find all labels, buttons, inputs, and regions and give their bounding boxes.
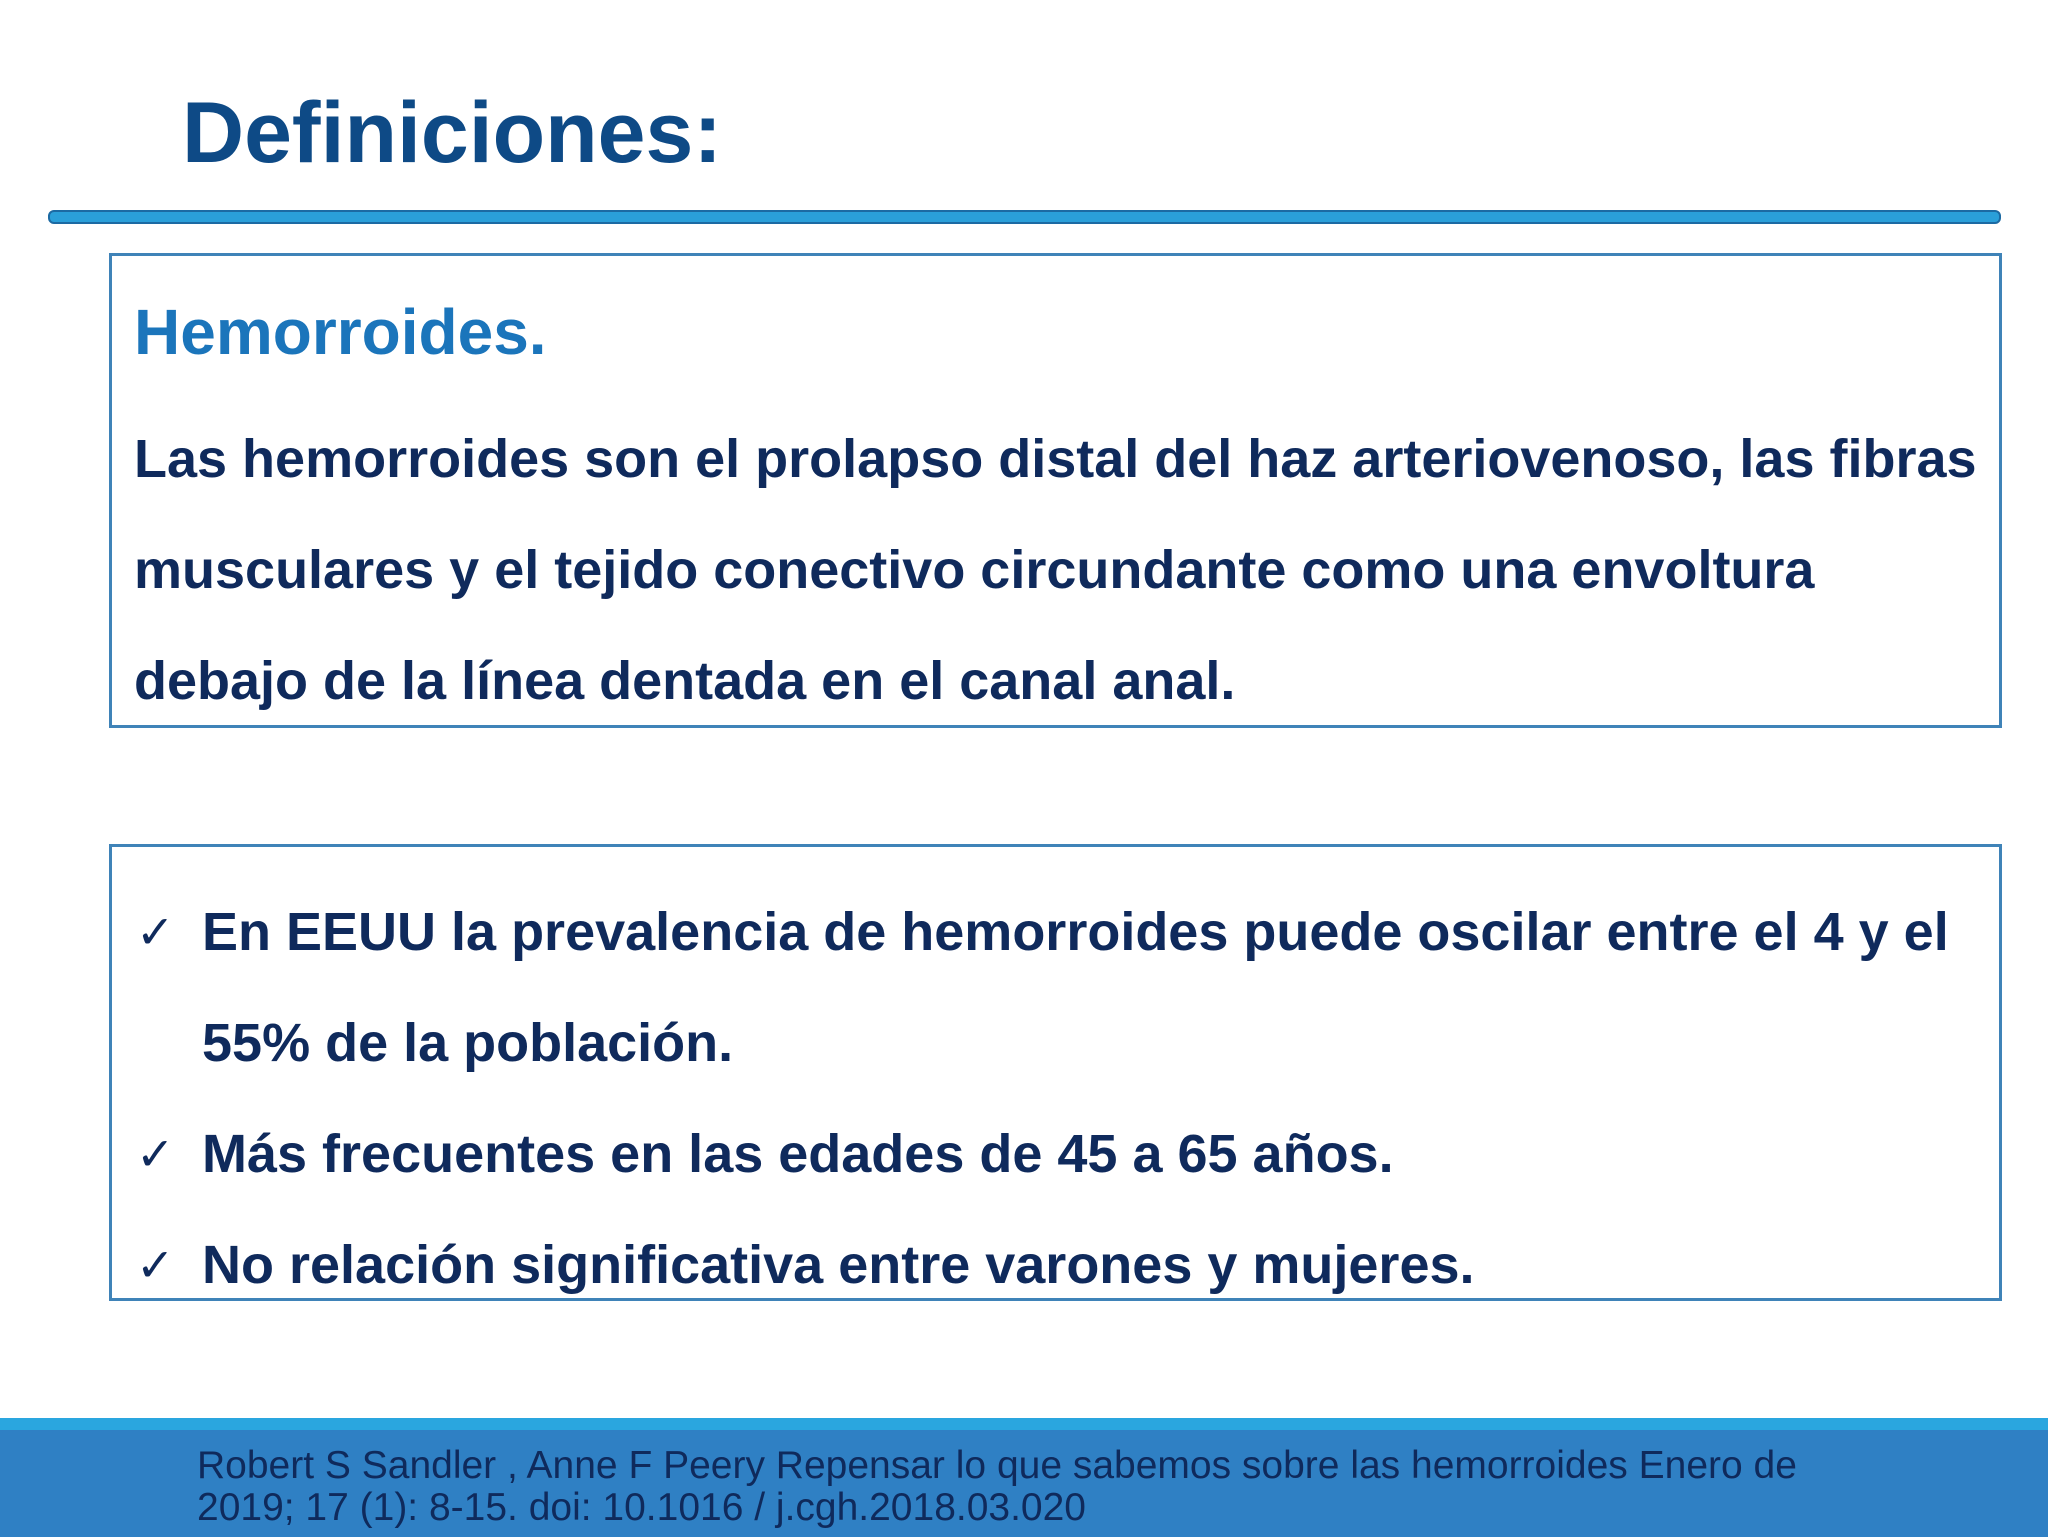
- facts-list: [134, 877, 1994, 1321]
- definition-box: [109, 253, 2002, 728]
- page-title: Definiciones:: [182, 85, 722, 181]
- definition-heading: Hemorroides.: [134, 296, 547, 368]
- title-divider: [48, 210, 2001, 224]
- fact-text: No relación significativa entre varones y mujeres.: [202, 1235, 1475, 1295]
- footer-band: [0, 1418, 2048, 1537]
- facts-box: [109, 844, 2002, 1301]
- check-icon: ✓: [136, 905, 175, 959]
- fact-text: En EEUU la prevalencia de hemorroides puede oscilar entre el 4 y el 55% de la población.: [202, 902, 1949, 1073]
- citation-text: Robert S Sandler , Anne F Peery Repensar lo que sabemos sobre las hemorroides Enero de 2019; 17 (1): 8-15. doi: 10.1016 / j.cgh.2018.03.020: [197, 1444, 1797, 1529]
- fact-item: [134, 1099, 1994, 1210]
- fact-text: Más frecuentes en las edades de 45 a 65 años.: [202, 1124, 1394, 1184]
- fact-item: [134, 1210, 1994, 1321]
- definition-text: Las hemorroides son el prolapso distal del haz arteriovenoso, las fibras musculares y el tejido conectivo circundante como una envoltura debajo de la línea dentada en el canal anal.: [134, 429, 1977, 711]
- check-icon: ✓: [136, 1127, 175, 1181]
- fact-item: [134, 877, 1994, 1099]
- check-icon: ✓: [136, 1238, 175, 1292]
